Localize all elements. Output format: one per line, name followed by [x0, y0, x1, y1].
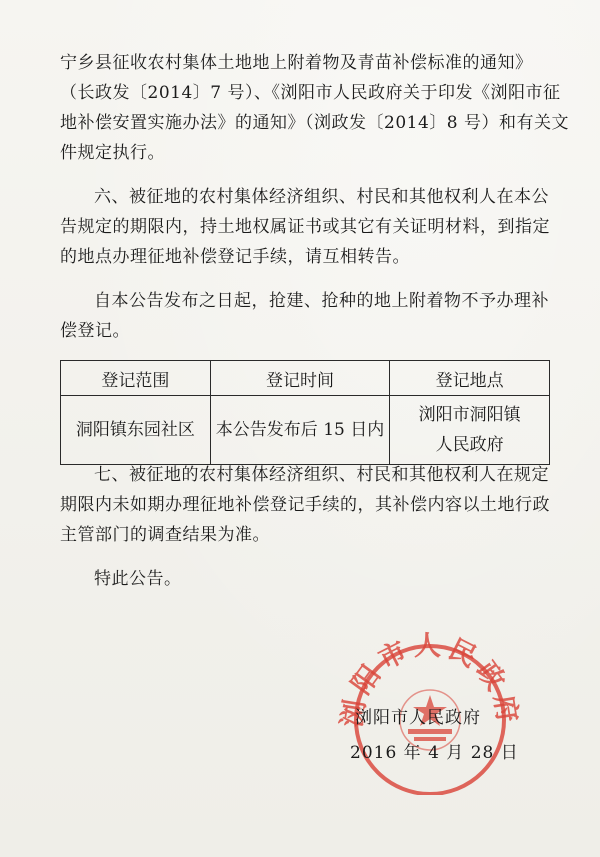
text-line: 主管部门的调查结果为准。	[60, 525, 270, 545]
text-line: 件规定执行。	[60, 143, 165, 163]
document-body-lower	[60, 460, 565, 594]
document-body	[60, 48, 569, 346]
signature-date: 2016 年 4 月 28 日	[350, 743, 519, 763]
header-place: 登记地点	[390, 361, 550, 396]
text-line: 自本公告发布之日起，抢建、抢种的地上附着物不予办理补	[94, 291, 549, 311]
cell-place-line1: 浏阳市洞阳镇	[418, 405, 521, 425]
text-line: 地补偿安置实施办法》的通知》（浏政发〔2014〕8 号）和有关文	[60, 113, 569, 133]
text-line: 偿登记。	[60, 321, 130, 341]
text-line: 的地点办理征地补偿登记手续，请互相转告。	[60, 247, 410, 267]
header-time: 登记时间	[210, 361, 390, 396]
text-line: 六、被征地的农村集体经济组织、村民和其他权利人在本公	[94, 187, 549, 207]
text-line: 期限内未如期办理征地补偿登记手续的，其补偿内容以土地行政	[60, 495, 550, 515]
spacer	[60, 550, 565, 564]
cell-scope: 洞阳镇东园社区	[61, 396, 211, 465]
cell-place-line2: 人民政府	[435, 435, 504, 455]
closing-text: 特此公告。	[94, 569, 182, 589]
text-line: 宁乡县征收农村集体土地地上附着物及青苗补偿标准的通知》	[60, 53, 533, 73]
text-line: （长政发〔2014〕7 号）、《浏阳市人民政府关于印发《浏阳市征	[60, 83, 561, 103]
spacer	[60, 272, 565, 286]
table-row	[61, 396, 550, 465]
header-scope: 登记范围	[61, 361, 211, 396]
text-line: 告规定的期限内，持土地权属证书或其它有关证明材料，到指定	[60, 217, 550, 237]
cell-place	[390, 396, 550, 465]
svg-text:浏阳市人民政府: 浏阳市人民政府	[336, 631, 524, 730]
text-line: 七、被征地的农村集体经济组织、村民和其他权利人在规定	[94, 465, 549, 485]
spacer	[60, 168, 565, 182]
signature-org: 浏阳市人民政府	[355, 708, 481, 728]
registration-table	[60, 360, 550, 465]
cell-time: 本公告发布后 15 日内	[210, 396, 390, 465]
table-header-row	[61, 361, 550, 396]
